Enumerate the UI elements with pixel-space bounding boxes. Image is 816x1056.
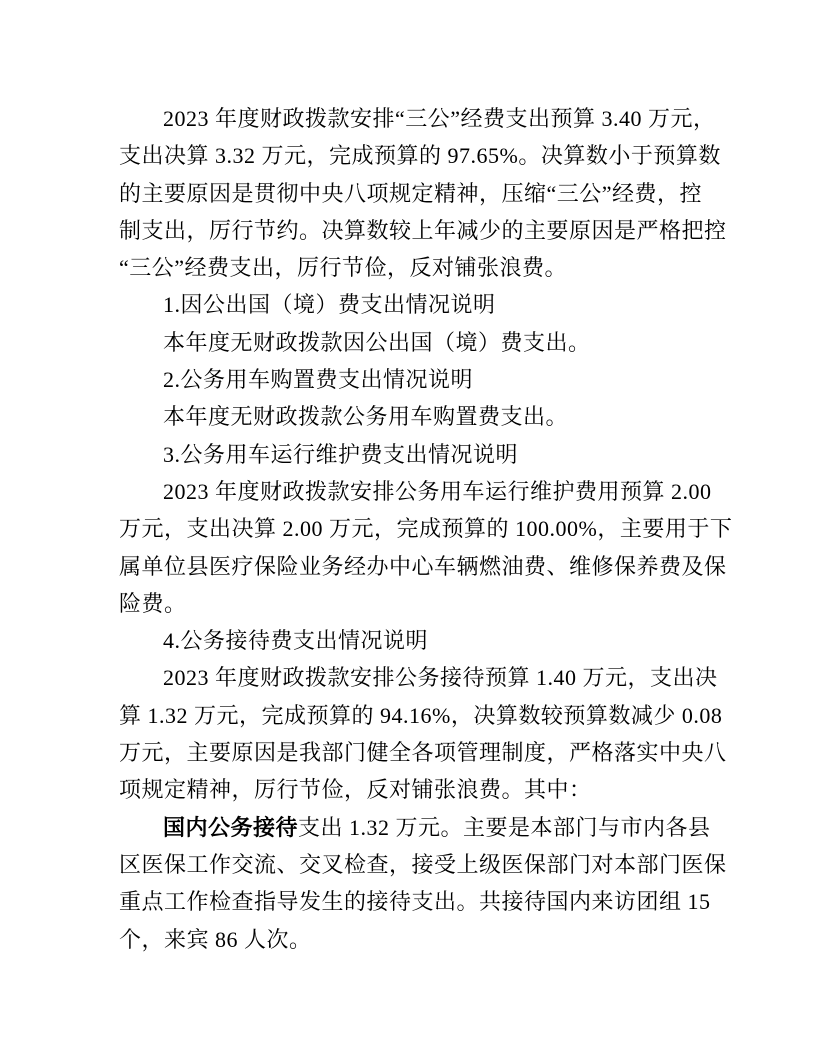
text-line [119, 921, 702, 958]
text-run: 4.公务接待费支出情况说明 [163, 628, 429, 654]
text-line [119, 548, 727, 585]
text-line [119, 324, 702, 361]
text-run: 的主要原因是贯彻中央八项规定精神，压缩“三公”经费，控 [119, 180, 703, 206]
text-line [119, 212, 727, 249]
text-line [119, 436, 702, 473]
text-line [119, 697, 723, 734]
text-run: 2023 年度财政拨款安排公务用车运行维护费用预算 2.00 [163, 478, 712, 504]
text-line [119, 286, 702, 323]
text-run: “三公”经费支出，厉行节俭，反对铺张浪费。 [119, 255, 568, 281]
text-run: 万元，主要原因是我部门健全各项管理制度，严格落实中央八 [119, 740, 727, 766]
text-run: 3.公务用车运行维护费支出情况说明 [163, 441, 519, 467]
text-run: 区医保工作交流、交叉检查，接受上级医保部门对本部门医保 [119, 851, 727, 877]
document-body [119, 100, 733, 958]
text-line [119, 659, 718, 696]
text-run: 项规定精神，厉行节俭，反对铺张浪费。其中： [119, 777, 592, 803]
text-line [119, 846, 727, 883]
text-run: 1.因公出国（境）费支出情况说明 [163, 292, 496, 318]
bold-text-run: 国内公务接待 [163, 814, 299, 840]
text-run: 险费。 [119, 590, 187, 616]
text-run: 2023 年度财政拨款安排“三公”经费支出预算 3.40 万元， [163, 106, 716, 131]
text-line [119, 734, 727, 771]
text-line [119, 100, 716, 137]
text-line [119, 249, 702, 286]
text-run: 2023 年度财政拨款安排公务接待预算 1.40 万元，支出决 [163, 665, 718, 691]
text-line [119, 175, 702, 212]
text-line [119, 473, 712, 510]
text-run: 属单位县医疗保险业务经办中心车辆燃油费、维修保养费及保 [119, 553, 727, 579]
text-line [119, 585, 702, 622]
text-run: 万元，支出决算 2.00 万元，完成预算的 100.00%，主要用于下 [119, 516, 733, 542]
text-line [119, 622, 702, 659]
text-run: 个，来宾 86 人次。 [119, 926, 312, 952]
text-line [119, 361, 702, 398]
text-line [119, 771, 702, 808]
text-run: 算 1.32 万元，完成预算的 94.16%，决算数较预算数减少 0.08 [119, 702, 723, 728]
text-run: 本年度无财政拨款因公出国（境）费支出。 [163, 329, 591, 355]
text-line [119, 510, 733, 547]
text-line [119, 809, 711, 846]
text-line [119, 883, 711, 920]
text-run: 本年度无财政拨款公务用车购置费支出。 [163, 404, 569, 430]
text-run: 支出决算 3.32 万元，完成预算的 97.65%。决算数小于预算数 [119, 143, 721, 169]
text-line [119, 398, 702, 435]
text-run: 支出 1.32 万元。主要是本部门与市内各县 [298, 814, 711, 840]
text-run: 制支出，厉行节约。决算数较上年减少的主要原因是严格把控 [119, 217, 727, 243]
text-run: 重点工作检查指导发生的接待支出。共接待国内来访团组 15 [119, 889, 711, 915]
text-run: 2.公务用车购置费支出情况说明 [163, 367, 474, 393]
text-line [119, 137, 721, 174]
